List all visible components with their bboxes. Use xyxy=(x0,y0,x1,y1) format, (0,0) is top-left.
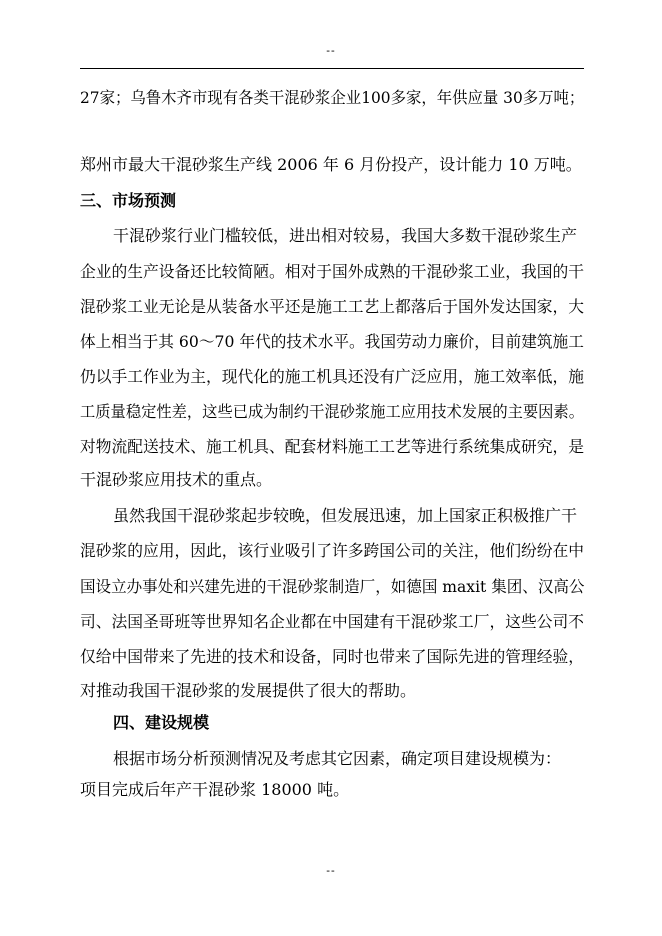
text-line: 干混砂浆应用技术的重点。 xyxy=(80,470,273,489)
text-line: 仅给中国带来了先进的技术和设备，同时也带来了国际先进的管理经验， xyxy=(80,647,585,666)
text-line: 根据市场分析预测情况及考虑其它因素，确定项目建设规模为： xyxy=(113,749,562,768)
text-line: 项目完成后年产干混砂浆 18000 吨。 xyxy=(80,780,350,799)
text-line: 工质量稳定性差，这些已成为制约干混砂浆施工应用技术发展的主要因素。 xyxy=(80,402,584,421)
text-line: 企业的生产设备还比较简陋。相对于国外成熟的干混砂浆工业，我国的干 xyxy=(80,262,585,281)
text-line: 27家；乌鲁木齐市现有各类干混砂浆企业100多家，年供应量 30多万吨； xyxy=(80,88,585,107)
text-line: 仍以手工作业为主，现代化的施工机具还没有广泛应用，施工效率低，施 xyxy=(80,367,585,386)
text-line: 司、法国圣哥班等世界知名企业都在中国建有干混砂浆工厂，这些公司不 xyxy=(80,612,585,631)
text-line: 干混砂浆行业门槛较低，进出相对较易，我国大多数干混砂浆生产 xyxy=(113,226,578,245)
header-rule xyxy=(80,68,584,69)
text-line: 对物流配送技术、施工机具、配套材料施工工艺等进行系统集成研究，是 xyxy=(80,437,585,456)
text-line: 郑州市最大干混砂浆生产线 2006 年 6 月份投产，设计能力 10 万吨。 xyxy=(80,155,582,174)
footer-mark: -- xyxy=(326,864,336,877)
text-line: 混砂浆工业无论是从装备水平还是施工工艺上都落后于国外发达国家，大 xyxy=(80,297,585,316)
text-line: 对推动我国干混砂浆的发展提供了很大的帮助。 xyxy=(80,681,417,700)
text-line: 虽然我国干混砂浆起步较晚，但发展迅速，加上国家正积极推广干 xyxy=(113,506,578,525)
section-heading-construction-scale: 四、建设规模 xyxy=(113,713,210,732)
text-line: 国设立办事处和兴建先进的干混砂浆制造厂，如德国 maxit 集团、汉高公 xyxy=(80,577,585,596)
text-line: 体上相当于其 60～70 年代的技术水平。我国劳动力廉价，目前建筑施工 xyxy=(80,332,584,351)
text-line: 混砂浆的应用，因此，该行业吸引了许多跨国公司的关注，他们纷纷在中 xyxy=(80,541,585,560)
section-heading-market-forecast: 三、市场预测 xyxy=(80,191,177,210)
header-mark: -- xyxy=(326,44,336,57)
